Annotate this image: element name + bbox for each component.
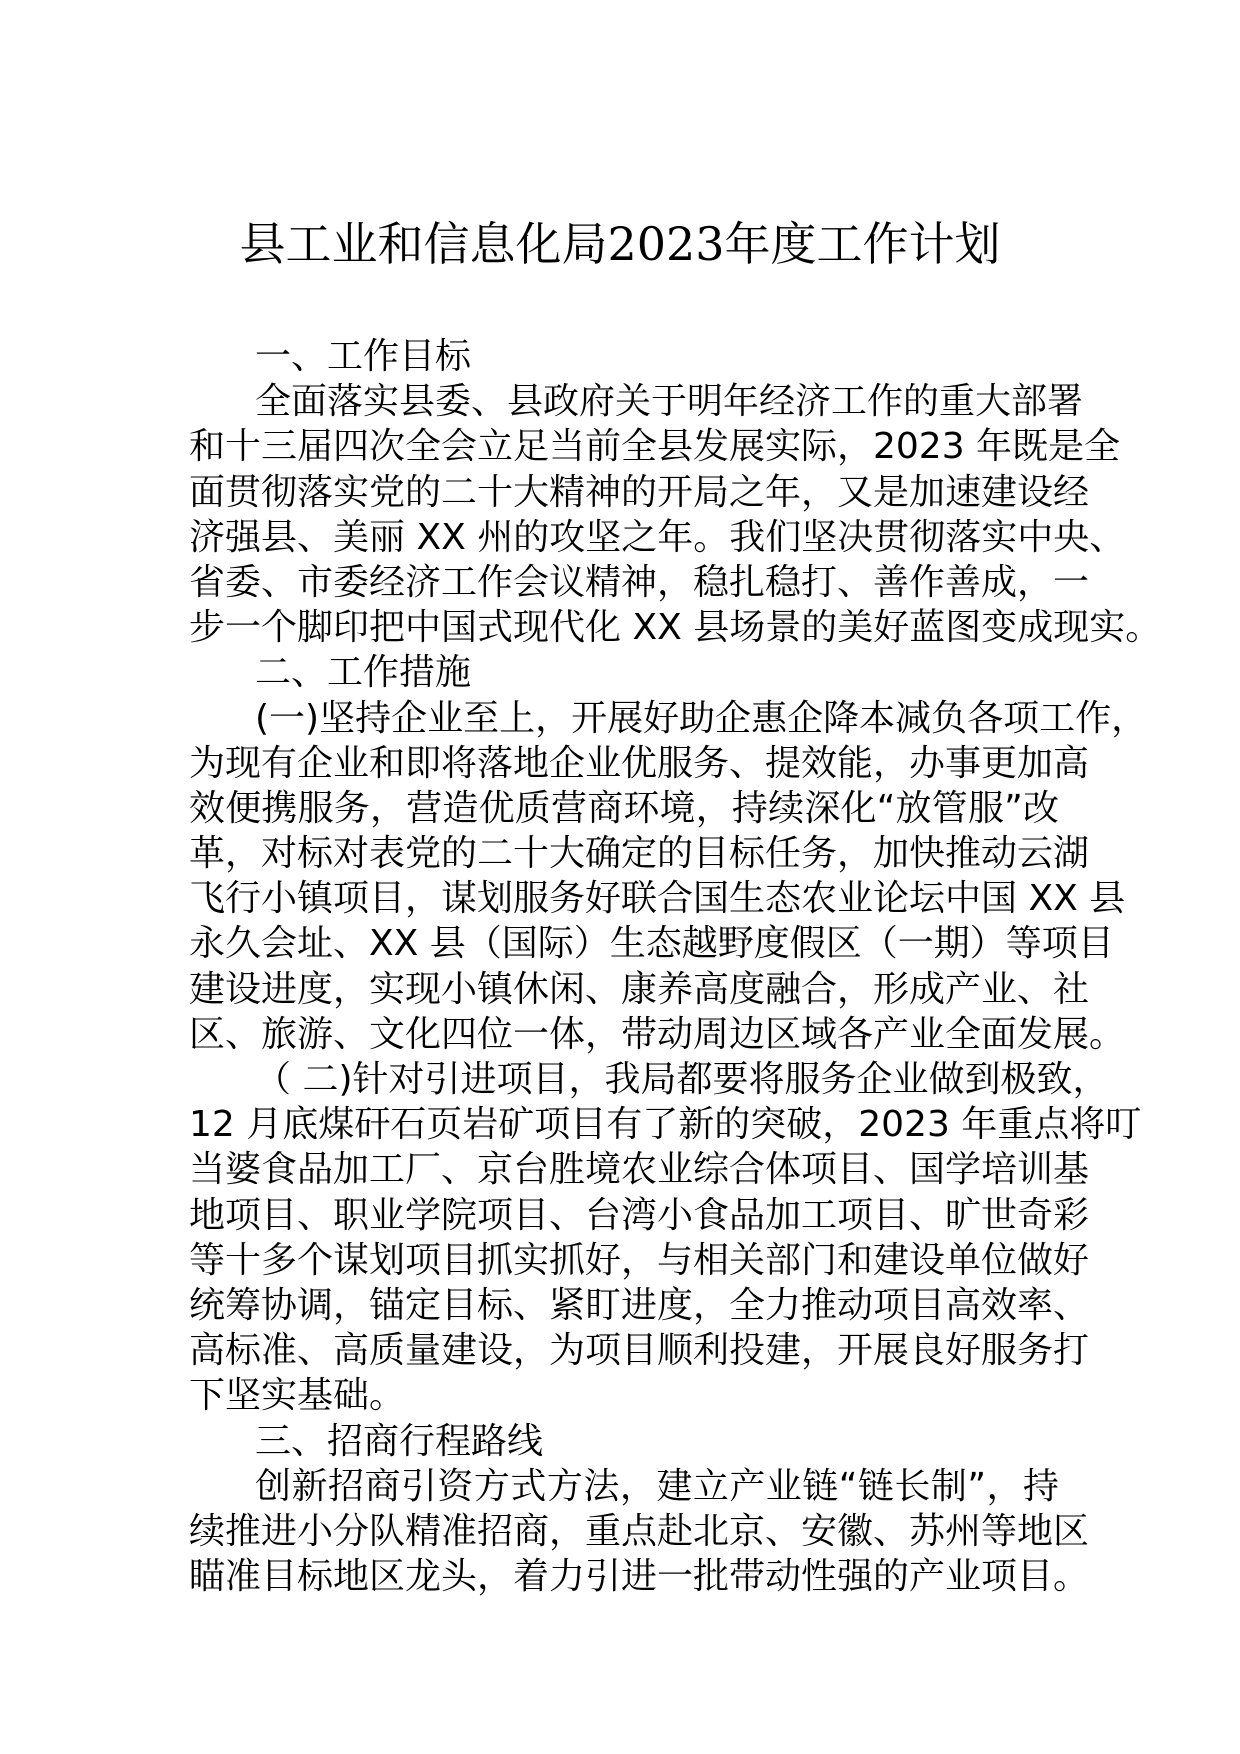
paragraph xyxy=(189,379,1162,650)
paragraph xyxy=(189,696,1148,1058)
heading-text: 三、招商行程路线 xyxy=(255,1420,544,1462)
paragraph-line: 为现有企业和即将落地企业优服务、提效能，办事更加高 xyxy=(189,742,1090,784)
paragraph-line: 统筹协调，锚定目标、紧盯进度，全力推动项目高效率、 xyxy=(189,1284,1090,1326)
paragraph-line: 永久会址、XX 县（国际）生态越野度假区（一期）等项目 xyxy=(189,923,1114,965)
document-title: 县工业和信息化局2023年度工作计划 xyxy=(239,217,1001,271)
section-heading xyxy=(189,650,1059,695)
section-heading xyxy=(189,1419,1059,1464)
paragraph-line: 省委、市委经济工作会议精神，稳扎稳打、善作善成，一 xyxy=(189,561,1090,603)
paragraph-line: 和十三届四次全会立足当前全县发展实际，2023 年既是全 xyxy=(189,426,1121,468)
paragraph-line: 革，对标对表党的二十大确定的目标任务，加快推动云湖 xyxy=(189,833,1090,875)
section-heading xyxy=(189,334,1059,379)
paragraph-line: 建设进度，实现小镇休闲、康养高度融合，形成产业、社 xyxy=(189,968,1090,1010)
paragraph-line: 地项目、职业学院项目、台湾小食品加工项目、旷世奇彩 xyxy=(189,1194,1090,1236)
paragraph xyxy=(189,1057,1142,1419)
heading-text: 二、工作措施 xyxy=(255,652,472,694)
paragraph-line: 创新招商引资方式方法，建立产业链“链长制”，持 xyxy=(255,1465,1059,1507)
paragraph-line: (一)坚持企业至上，开展好助企惠企降本减负各项工作， xyxy=(255,697,1148,739)
paragraph-line: 效便携服务，营造优质营商环境，持续深化“放管服”改 xyxy=(189,787,1059,829)
paragraph-line: 12 月底煤矸石页岩矿项目有了新的突破，2023 年重点将叮 xyxy=(189,1104,1142,1146)
paragraph-line: 等十多个谋划项目抓实抓好，与相关部门和建设单位做好 xyxy=(189,1239,1090,1281)
paragraph-line: 面贯彻落实党的二十大精神的开局之年，又是加速建设经 xyxy=(189,471,1090,513)
paragraph-line: 下坚实基础。 xyxy=(189,1375,406,1417)
heading-text: 一、工作目标 xyxy=(255,336,472,377)
paragraph xyxy=(189,1464,1090,1600)
document-body xyxy=(189,334,1162,1599)
paragraph-line: 瞄准目标地区龙头，着力引进一批带动性强的产业项目。 xyxy=(189,1556,1090,1598)
paragraph-line: 济强县、美丽 XX 州的攻坚之年。我们坚决贯彻落实中央、 xyxy=(189,516,1126,558)
paragraph-line: 全面落实县委、县政府关于明年经济工作的重大部署 xyxy=(255,381,1084,423)
paragraph-line: 高标准、高质量建设，为项目顺利投建，开展良好服务打 xyxy=(189,1330,1090,1372)
paragraph-line: 当婆食品加工厂、京台胜境农业综合体项目、国学培训基 xyxy=(189,1149,1090,1191)
paragraph-line: 区、旅游、文化四位一体，带动周边区域各产业全面发展。 xyxy=(189,1013,1126,1055)
paragraph-line: （ 二)针对引进项目，我局都要将服务企业做到极致， xyxy=(255,1059,1109,1100)
paragraph-line: 步一个脚印把中国式现代化 XX 县场景的美好蓝图变成现实。 xyxy=(189,607,1162,649)
paragraph-line: 飞行小镇项目，谋划服务好联合国生态农业论坛中国 XX 县 xyxy=(189,878,1126,920)
paragraph-line: 续推进小分队精准招商，重点赴北京、安徽、苏州等地区 xyxy=(189,1510,1090,1552)
